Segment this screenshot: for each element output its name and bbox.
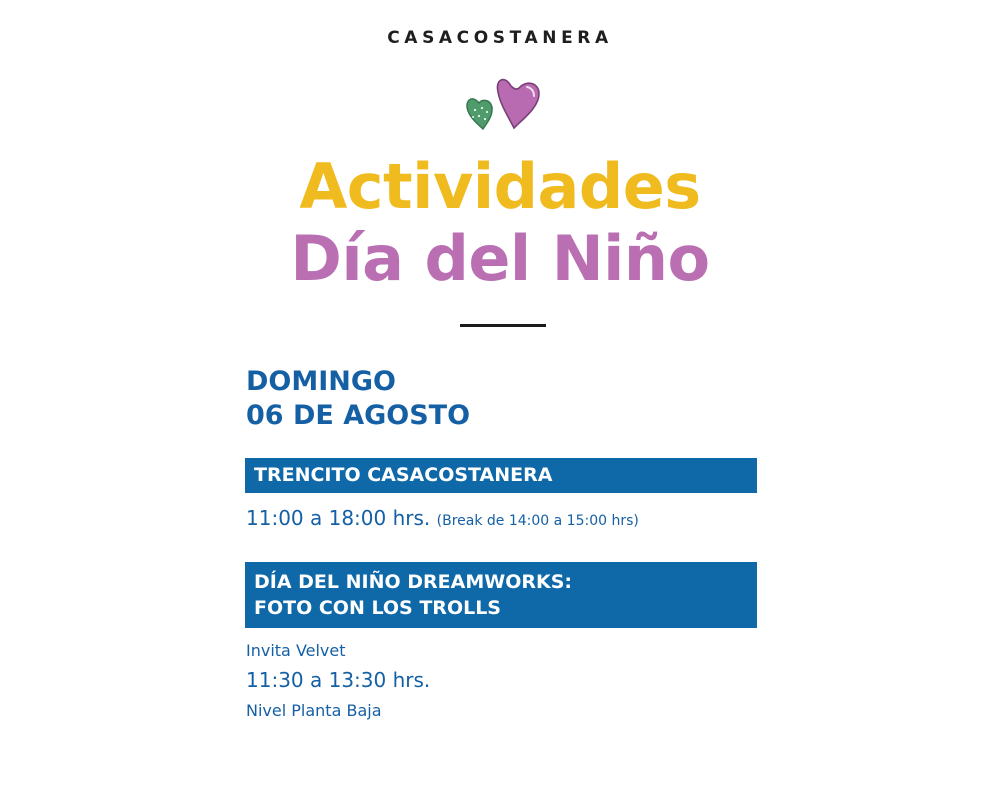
event-1-break-note: (Break de 14:00 a 15:00 hrs) bbox=[436, 513, 639, 529]
event-1-title: TRENCITO CASACOSTANERA bbox=[245, 458, 757, 493]
date-full: 06 DE AGOSTO bbox=[246, 400, 471, 431]
pink-heart-icon bbox=[497, 80, 539, 128]
title-line-1: Actividades bbox=[299, 150, 701, 223]
event-2-title-line-2: FOTO CON LOS TROLLS bbox=[254, 597, 501, 619]
event-2-title-line-1: DÍA DEL NIÑO DREAMWORKS: bbox=[254, 571, 573, 593]
event-2-sponsor: Invita Velvet bbox=[246, 641, 346, 660]
hearts-illustration bbox=[462, 74, 544, 140]
title-line-2: Día del Niño bbox=[290, 222, 710, 295]
divider bbox=[460, 324, 546, 327]
event-1-time: 11:00 a 18:00 hrs. bbox=[246, 506, 431, 530]
event-2-location: Nivel Planta Baja bbox=[246, 701, 382, 720]
event-1-schedule bbox=[246, 506, 639, 530]
green-heart-icon bbox=[467, 99, 492, 129]
event-2-time: 11:30 a 13:30 hrs. bbox=[246, 668, 431, 692]
date-day: DOMINGO bbox=[246, 366, 396, 397]
event-date bbox=[246, 365, 470, 433]
brand-name: CASACOSTANERA bbox=[387, 28, 613, 48]
event-2-title bbox=[245, 562, 757, 628]
